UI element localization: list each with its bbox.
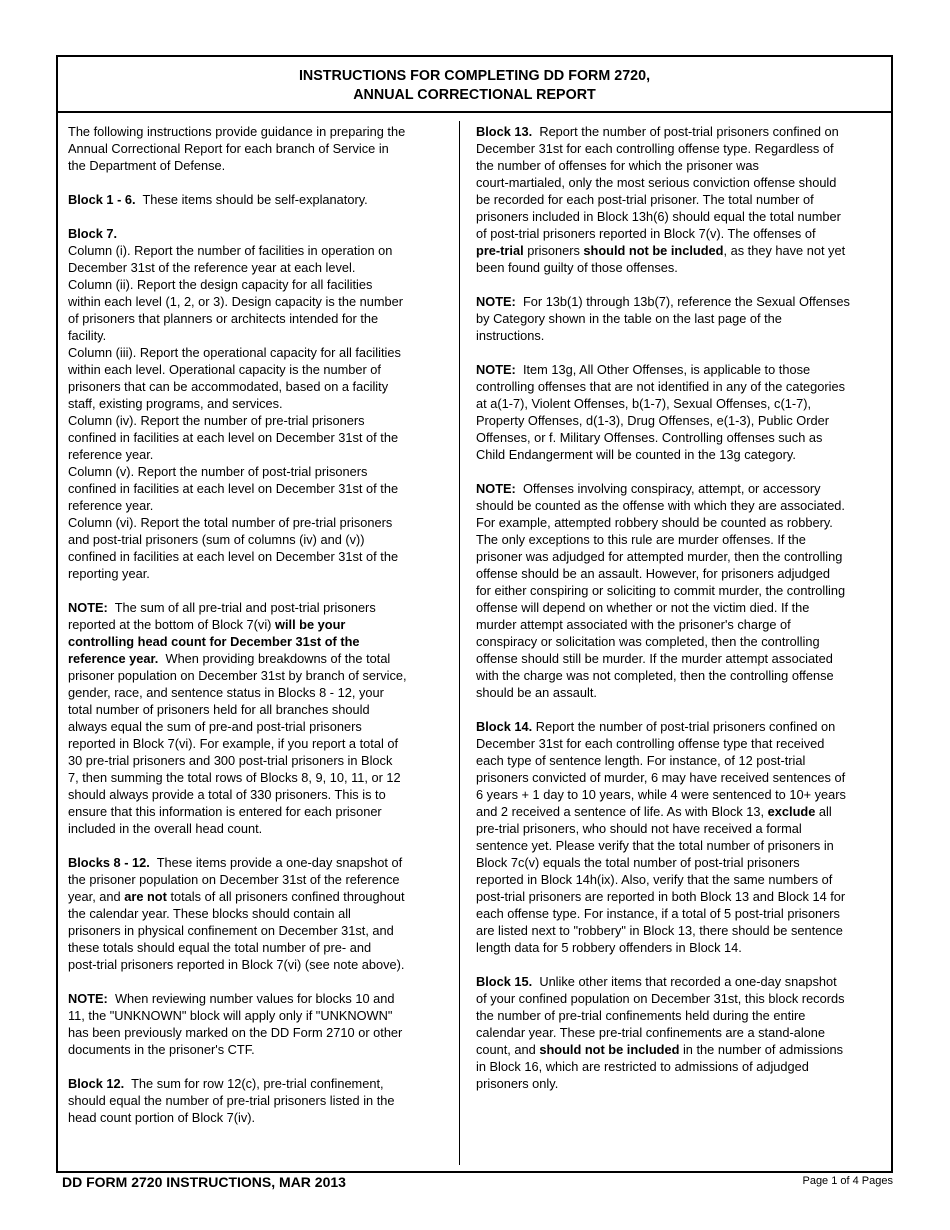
block-14-text: and 2 received a sentence of life. As with Block 13, <box>476 804 765 819</box>
block-1-6-line <box>68 191 448 208</box>
block-7-line: Column (iii). Report the operational capacity for all facilities <box>68 345 401 360</box>
block-7-line: Column (iv). Report the number of pre-trial prisoners <box>68 413 365 428</box>
block-14-paragraph <box>476 718 888 956</box>
note-emphasis: controlling head count for December 31st of the <box>68 634 360 649</box>
block-7-line: prisoners that can be accommodated, based on a facility <box>68 379 389 394</box>
note-3-paragraph <box>476 293 888 344</box>
intro-paragraph <box>68 123 448 174</box>
block-7-line: Column (ii). Report the design capacity for all facilities <box>68 277 373 292</box>
block-14-line: Block 7c(v) equals the total number of post-trial prisoners <box>476 855 800 870</box>
block-12-line <box>68 1075 448 1092</box>
block-13-line <box>476 123 888 140</box>
block-15-line <box>476 973 888 990</box>
note-2-line <box>68 990 448 1007</box>
block-15-line: calendar year. These pre-trial confinements are a stand-alone <box>476 1025 826 1040</box>
note-emphasis: will be your <box>275 617 346 632</box>
block-13-line: prisoners included in Block 13h(6) should equal the total number <box>476 209 841 224</box>
note-5-line: with the charge was not completed, then the controlling offense <box>476 668 834 683</box>
note-1-line <box>68 616 448 633</box>
note-1-line <box>68 633 448 650</box>
note-label: NOTE: <box>476 294 516 309</box>
note-2-paragraph <box>68 990 448 1058</box>
note-2-line: has been previously marked on the DD Form 2710 or other <box>68 1025 403 1040</box>
note-5-line: The only exceptions to this rule are murder offenses. If the <box>476 532 806 547</box>
note-3-line: by Category shown in the table on the last page of the <box>476 311 782 326</box>
block-13-emphasis: should not be included <box>583 243 724 258</box>
note-label: NOTE: <box>68 991 108 1006</box>
note-text: reported at the bottom of Block 7(vi) <box>68 617 272 632</box>
block-7-line: Column (i). Report the number of facilities in operation on <box>68 243 393 258</box>
block-15-text: count, and <box>476 1042 536 1057</box>
note-text: For 13b(1) through 13b(7), reference the Sexual Offenses <box>522 294 850 309</box>
note-5-line: offense should be an assault. However, for prisoners adjudged <box>476 566 831 581</box>
block-12-paragraph <box>68 1075 448 1126</box>
block-13-paragraph <box>476 123 888 276</box>
blocks-8-12-paragraph <box>68 854 448 973</box>
block-7-line: reference year. <box>68 498 154 513</box>
note-4-line: controlling offenses that are not identified in any of the categories <box>476 379 845 394</box>
note-5-line: should be an assault. <box>476 685 597 700</box>
block-7-line: reference year. <box>68 447 154 462</box>
note-4-line: Offenses, or f. Military Offenses. Controlling offenses such as <box>476 430 823 445</box>
blocks-8-12-text: totals of all prisoners confined throughout <box>170 889 405 904</box>
note-label: NOTE: <box>476 362 516 377</box>
blocks-8-12-line: the prisoner population on December 31st of the reference <box>68 872 400 887</box>
note-1-line <box>68 650 448 667</box>
block-13-line: December 31st for each controlling offense type. Regardless of <box>476 141 834 156</box>
block-14-line: December 31st for each controlling offense type that received <box>476 736 825 751</box>
note-5-line: prisoner was adjudged for attempted murder, then the controlling <box>476 549 843 564</box>
block-14-emphasis: exclude <box>767 804 816 819</box>
note-1-line: reported in Block 7(vi). For example, if you report a total of <box>68 736 399 751</box>
block-15-line: prisoners only. <box>476 1076 559 1091</box>
block-7-line: within each level. Operational capacity is the number of <box>68 362 381 377</box>
note-1-line: always equal the sum of pre-and post-trial prisoners <box>68 719 362 734</box>
block-14-line: each offense type. For instance, if a total of 5 post-trial prisoners <box>476 906 840 921</box>
block-14-line: length data for 5 robbery offenders in Block 14. <box>476 940 742 955</box>
note-5-line: murder attempt associated with the prisoner's charge of <box>476 617 791 632</box>
block-7-line: within each level (1, 2, or 3). Design capacity is the number <box>68 294 404 309</box>
blocks-8-12-text: year, and <box>68 889 121 904</box>
blocks-8-12-line <box>68 854 448 871</box>
note-1-line: prisoner population on December 31st by branch of service, <box>68 668 407 683</box>
note-4-line: at a(1-7), Violent Offenses, b(1-7), Sexual Offenses, c(1-7), <box>476 396 812 411</box>
intro-line: the Department of Defense. <box>68 158 226 173</box>
blocks-8-12-line <box>68 888 448 905</box>
note-3-line <box>476 293 888 310</box>
block-14-text: all <box>818 804 832 819</box>
block-14-line: 6 years + 1 day to 10 years, while 4 were sentenced to 10+ years <box>476 787 846 802</box>
block-15-emphasis: should not be included <box>539 1042 680 1057</box>
blocks-8-12-text: These items provide a one-day snapshot of <box>156 855 403 870</box>
block-12-line: should equal the number of pre-trial prisoners listed in the <box>68 1093 395 1108</box>
right-column <box>476 123 888 1109</box>
blocks-8-12-line: these totals should equal the total number of pre- and <box>68 940 372 955</box>
block-7-line: December 31st of the reference year at each level. <box>68 260 356 275</box>
form-title <box>58 57 891 113</box>
block-14-line: are listed next to "robbery" in Block 13, there should be sentence <box>476 923 843 938</box>
page-number: Page 1 of 4 Pages <box>802 1175 893 1187</box>
block-14-text: Report the number of post-trial prisoners confined on <box>535 719 836 734</box>
note-2-line: documents in the prisoner's CTF. <box>68 1042 255 1057</box>
note-label: NOTE: <box>476 481 516 496</box>
block-7-paragraph <box>68 225 448 582</box>
block-12-text: The sum for row 12(c), pre-trial confinement, <box>131 1076 384 1091</box>
note-text: Item 13g, All Other Offenses, is applicable to those <box>522 362 811 377</box>
block-14-line <box>476 718 888 735</box>
note-1-line: ensure that this information is entered for each prisoner <box>68 804 382 819</box>
block-7-heading <box>68 225 448 242</box>
form-footer-id: DD FORM 2720 INSTRUCTIONS, MAR 2013 <box>62 1174 346 1190</box>
block-14-line: each type of sentence length. For instance, of 12 post-trial <box>476 753 806 768</box>
note-4-line: Child Endangerment will be counted in the 13g category. <box>476 447 796 462</box>
intro-line: Annual Correctional Report for each branch of Service in <box>68 141 389 156</box>
note-5-line: should be counted as the offense with which they are associated. <box>476 498 845 513</box>
block-14-line: post-trial prisoners are reported in both Block 13 and Block 14 for <box>476 889 846 904</box>
block-13-line: of post-trial prisoners reported in Block 7(v). The offenses of <box>476 226 816 241</box>
note-1-line <box>68 599 448 616</box>
note-text: Offenses involving conspiracy, attempt, or accessory <box>522 481 821 496</box>
note-emphasis: reference year. <box>68 651 159 666</box>
block-14-line: prisoners convicted of murder, 6 may have received sentences of <box>476 770 846 785</box>
intro-line: The following instructions provide guidance in preparing the <box>68 124 406 139</box>
block-13-text: , as they have not yet <box>723 243 846 258</box>
note-text: When providing breakdowns of the total <box>165 651 391 666</box>
note-1-line: gender, race, and sentence status in Blocks 8 - 12, your <box>68 685 384 700</box>
note-1-line: included in the overall head count. <box>68 821 263 836</box>
block-14-heading: Block 14. <box>476 719 533 734</box>
note-1-line: 7, then summing the total rows of Blocks 8, 9, 10, 11, or 12 <box>68 770 401 785</box>
block-1-6-text: These items should be self-explanatory. <box>142 192 368 207</box>
block-15-heading: Block 15. <box>476 974 533 989</box>
title-line-1: INSTRUCTIONS FOR COMPLETING DD FORM 2720, <box>298 68 651 84</box>
block-15-text: in the number of admissions <box>682 1042 844 1057</box>
instructions-form <box>56 55 893 1173</box>
block-13-line: the number of offenses for which the prisoner was <box>476 158 759 173</box>
note-4-line: Property Offenses, d(1-3), Drug Offenses, e(1-3), Public Order <box>476 413 830 428</box>
note-1-paragraph <box>68 599 448 837</box>
note-1-line: total number of prisoners held for all branches should <box>68 702 370 717</box>
blocks-8-12-line: prisoners in physical confinement on December 31st, and <box>68 923 394 938</box>
block-15-paragraph <box>476 973 888 1092</box>
note-4-line <box>476 361 888 378</box>
block-7-line: confined in facilities at each level on December 31st of the <box>68 430 399 445</box>
block-7-heading-text: Block 7. <box>68 226 118 241</box>
note-5-line: offense will depend on whether or not the victim died. If the <box>476 600 810 615</box>
blocks-8-12-emphasis: are not <box>124 889 167 904</box>
block-13-text: prisoners <box>527 243 580 258</box>
block-15-text: Unlike other items that recorded a one-day snapshot <box>539 974 837 989</box>
blocks-8-12-line: post-trial prisoners reported in Block 7(vi) (see note above). <box>68 957 405 972</box>
block-13-text: Report the number of post-trial prisoners confined on <box>539 124 839 139</box>
block-15-line <box>476 1041 888 1058</box>
note-text: When reviewing number values for blocks 10 and <box>114 991 395 1006</box>
note-label: NOTE: <box>68 600 108 615</box>
note-4-paragraph <box>476 361 888 463</box>
note-1-line: 30 pre-trial prisoners and 300 post-trial prisoners in Block <box>68 753 393 768</box>
note-5-line: conspiracy or solicitation was completed, then the controlling <box>476 634 820 649</box>
note-2-line: 11, the "UNKNOWN" block will apply only if "UNKNOWN" <box>68 1008 393 1023</box>
note-1-line: should always provide a total of 330 prisoners. This is to <box>68 787 386 802</box>
block-15-line: in Block 16, which are restricted to admissions of adjudged <box>476 1059 809 1074</box>
block-15-line: of your confined population on December 31st, this block records <box>476 991 845 1006</box>
block-12-heading: Block 12. <box>68 1076 125 1091</box>
block-13-line: be recorded for each post-trial prisoner. The total number of <box>476 192 814 207</box>
block-7-line: of prisoners that planners or architects intended for the <box>68 311 379 326</box>
blocks-8-12-heading: Blocks 8 - 12. <box>68 855 150 870</box>
block-13-line: been found guilty of those offenses. <box>476 260 678 275</box>
block-7-line: confined in facilities at each level on December 31st of the <box>68 549 399 564</box>
block-1-6-heading: Block 1 - 6. <box>68 192 136 207</box>
block-1-6-paragraph <box>68 191 448 208</box>
block-7-line: and post-trial prisoners (sum of columns (iv) and (v)) <box>68 532 365 547</box>
block-13-line: court-martialed, only the most serious conviction offense should <box>476 175 837 190</box>
left-column <box>68 123 448 1143</box>
note-3-line: instructions. <box>476 328 545 343</box>
note-5-paragraph <box>476 480 888 701</box>
block-14-line: pre-trial prisoners, who should not have received a formal <box>476 821 802 836</box>
block-13-heading: Block 13. <box>476 124 533 139</box>
block-7-line: facility. <box>68 328 107 343</box>
block-14-line: sentence yet. Please verify that the total number of prisoners in <box>476 838 834 853</box>
block-7-line: confined in facilities at each level on December 31st of the <box>68 481 399 496</box>
blocks-8-12-line: the calendar year. These blocks should contain all <box>68 906 351 921</box>
block-7-line: Column (v). Report the number of post-trial prisoners <box>68 464 368 479</box>
title-line-2: ANNUAL CORRECTIONAL REPORT <box>353 87 596 103</box>
block-15-line: the number of pre-trial confinements held during the entire <box>476 1008 806 1023</box>
note-5-line <box>476 480 888 497</box>
note-5-line: for either conspiring or soliciting to commit murder, the controlling <box>476 583 846 598</box>
block-12-line: head count portion of Block 7(iv). <box>68 1110 256 1125</box>
block-14-line <box>476 803 888 820</box>
block-13-line <box>476 242 888 259</box>
note-5-line: For example, attempted robbery should be counted as robbery. <box>476 515 833 530</box>
block-14-line: reported in Block 14h(ix). Also, verify that the same numbers of <box>476 872 833 887</box>
block-7-line: reporting year. <box>68 566 150 581</box>
block-7-line: staff, existing programs, and services. <box>68 396 283 411</box>
block-13-emphasis: pre-trial <box>476 243 524 258</box>
note-text: The sum of all pre-trial and post-trial prisoners <box>114 600 376 615</box>
block-7-line: Column (vi). Report the total number of pre-trial prisoners <box>68 515 393 530</box>
note-5-line: offense should still be murder. If the murder attempt associated <box>476 651 833 666</box>
column-divider <box>459 121 460 1165</box>
